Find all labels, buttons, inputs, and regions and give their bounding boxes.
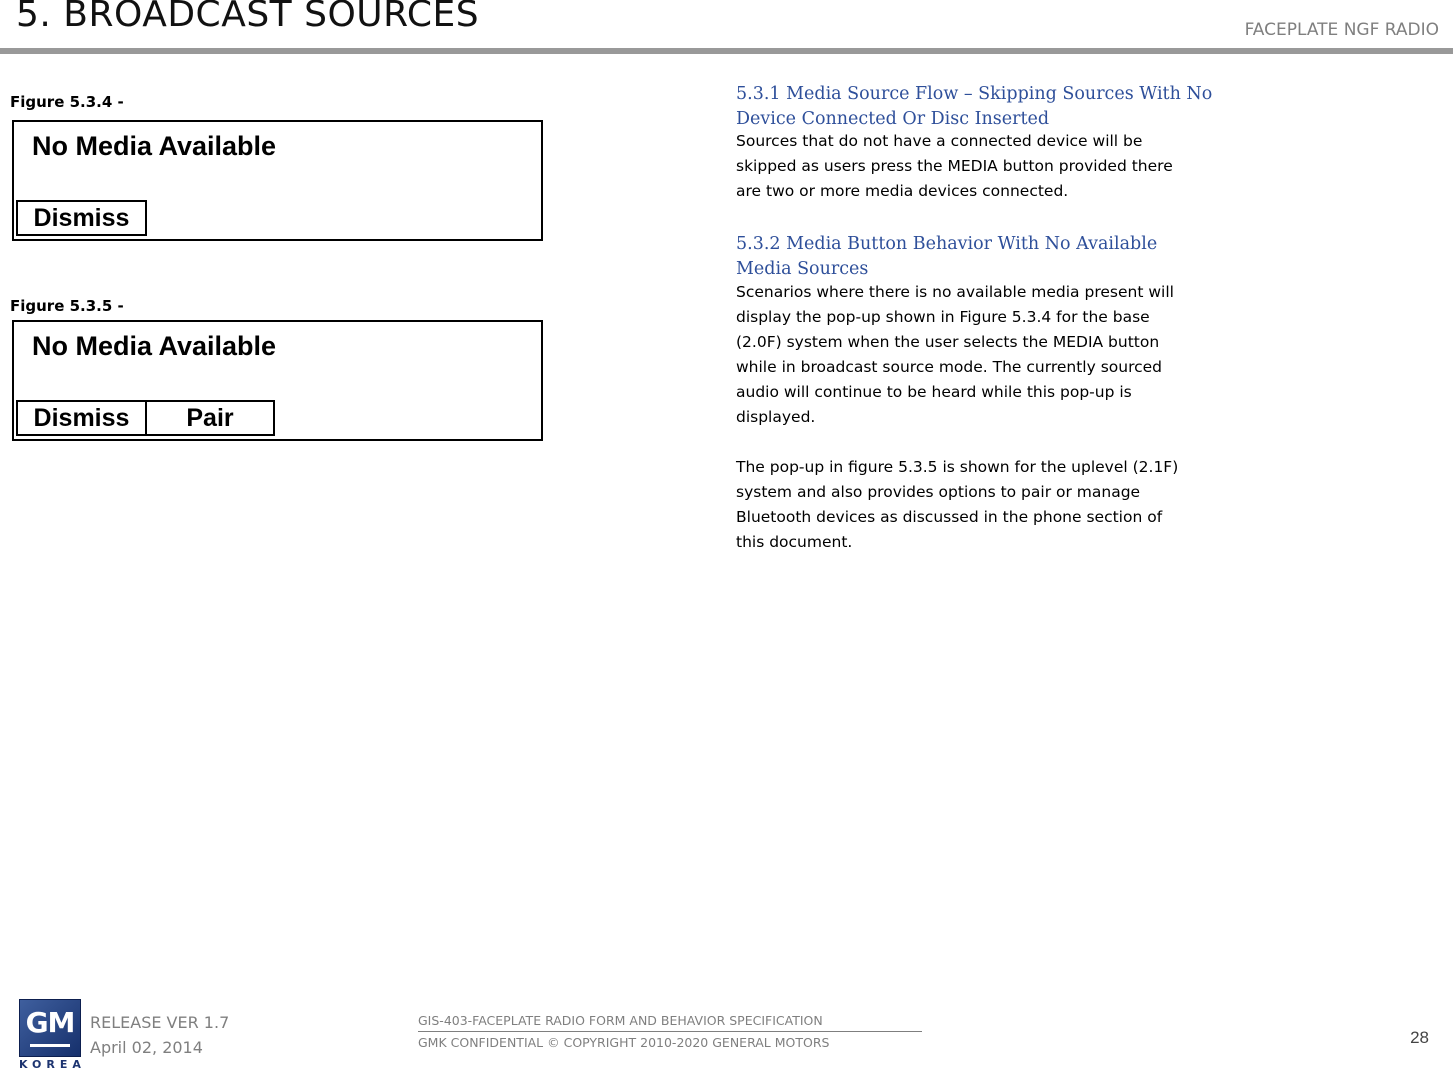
paragraph-line: Scenarios where there is no available media present will bbox=[736, 283, 1174, 301]
popup-button-row bbox=[16, 400, 275, 436]
spec-info bbox=[418, 1013, 922, 1050]
page-title: 5. BROADCAST SOURCES bbox=[16, 0, 480, 35]
heading-line: 5.3.2 Media Button Behavior With No Available bbox=[736, 234, 1158, 254]
heading-line: 5.3.1 Media Source Flow – Skipping Sources With No bbox=[736, 84, 1213, 104]
popup-button-row bbox=[16, 200, 147, 236]
gm-logo-text: GM bbox=[25, 1006, 75, 1039]
pair-button[interactable]: Pair bbox=[145, 400, 275, 436]
section-paragraph bbox=[736, 129, 1173, 204]
popup-title: No Media Available bbox=[32, 131, 277, 161]
heading-line: Device Connected Or Disc Inserted bbox=[736, 109, 1050, 129]
release-date: April 02, 2014 bbox=[90, 1038, 203, 1057]
page-number: 28 bbox=[1410, 1028, 1429, 1047]
paragraph-line: are two or more media devices connected. bbox=[736, 182, 1069, 200]
section-heading-5-3-1 bbox=[736, 82, 1212, 132]
gm-logo bbox=[19, 999, 81, 1057]
paragraph-line: displayed. bbox=[736, 408, 816, 426]
release-info bbox=[90, 1010, 229, 1060]
paragraph-line: Sources that do not have a connected device will be bbox=[736, 132, 1143, 150]
dismiss-button[interactable]: Dismiss bbox=[16, 200, 147, 236]
paragraph-line: skipped as users press the MEDIA button provided there bbox=[736, 157, 1173, 175]
no-media-popup-uplevel bbox=[12, 320, 543, 441]
paragraph-line: audio will continue to be heard while this pop-up is bbox=[736, 383, 1132, 401]
paragraph-line: this document. bbox=[736, 533, 853, 551]
paragraph-line: display the pop-up shown in Figure 5.3.4 for the base bbox=[736, 308, 1150, 326]
paragraph-line: The pop-up in figure 5.3.5 is shown for the uplevel (2.1F) bbox=[736, 458, 1179, 476]
section-paragraph bbox=[736, 280, 1174, 430]
figure-caption: Figure 5.3.4 - bbox=[10, 93, 124, 111]
section-paragraph bbox=[736, 455, 1178, 555]
dismiss-button[interactable]: Dismiss bbox=[16, 400, 147, 436]
title-divider bbox=[0, 48, 1453, 54]
paragraph-line: (2.0F) system when the user selects the MEDIA button bbox=[736, 333, 1160, 351]
heading-line: Media Sources bbox=[736, 259, 869, 279]
paragraph-line: while in broadcast source mode. The currently sourced bbox=[736, 358, 1163, 376]
confidential-notice: GMK CONFIDENTIAL © COPYRIGHT 2010-2020 GENERAL MOTORS bbox=[418, 1035, 830, 1050]
gm-korea-label: KOREA bbox=[19, 1058, 86, 1071]
no-media-popup-base bbox=[12, 120, 543, 241]
gm-logo-underline bbox=[30, 1044, 70, 1047]
popup-title: No Media Available bbox=[32, 331, 277, 361]
document-label: FACEPLATE NGF RADIO bbox=[1244, 20, 1439, 40]
release-version: RELEASE VER 1.7 bbox=[90, 1013, 230, 1032]
spec-title: GIS-403-FACEPLATE RADIO FORM AND BEHAVIOR SPECIFICATION bbox=[418, 1013, 922, 1032]
figure-caption: Figure 5.3.5 - bbox=[10, 297, 124, 315]
section-heading-5-3-2 bbox=[736, 232, 1157, 282]
paragraph-line: Bluetooth devices as discussed in the phone section of bbox=[736, 508, 1163, 526]
paragraph-line: system and also provides options to pair or manage bbox=[736, 483, 1141, 501]
